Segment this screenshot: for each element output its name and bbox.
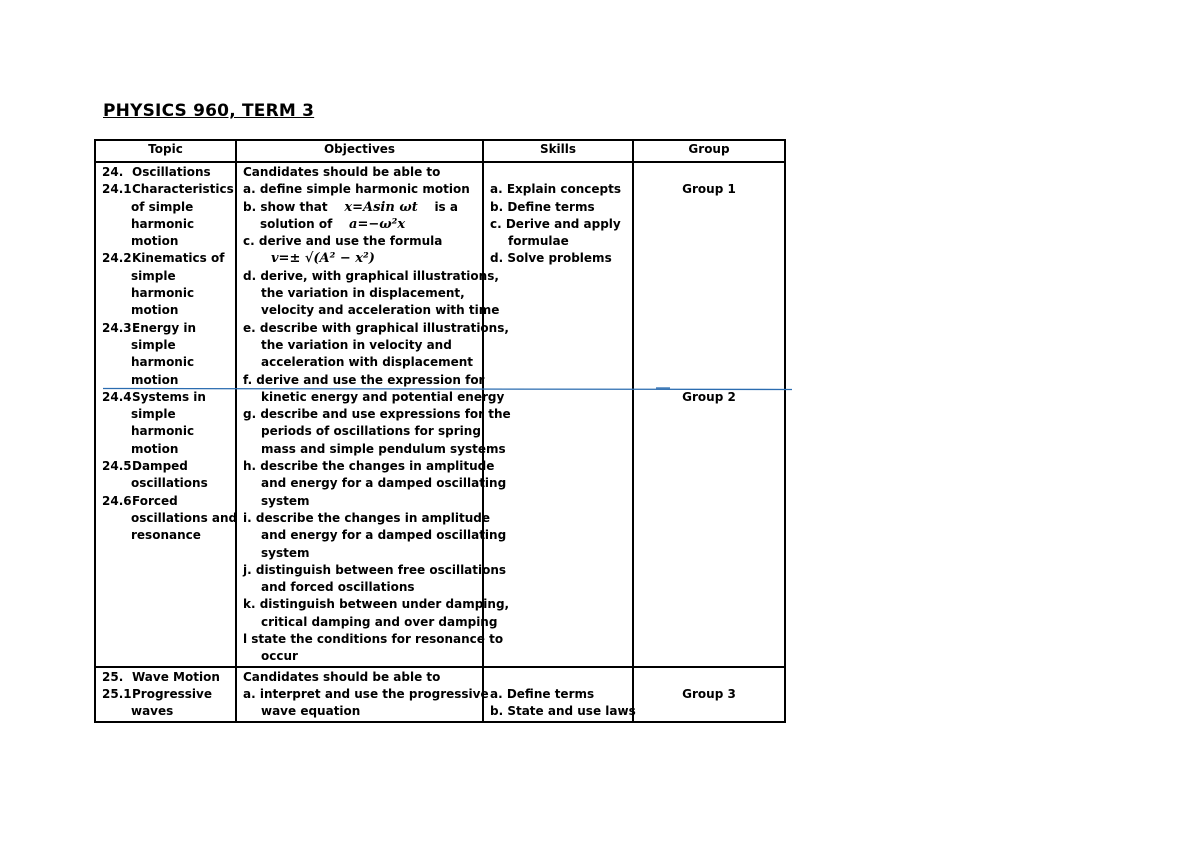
topic-number: 24.5: [102, 459, 132, 474]
topic-text: motion: [131, 372, 179, 387]
group-cell: [633, 667, 785, 722]
topic-number: 24.6: [102, 493, 132, 508]
topic-number: 24.1: [102, 182, 132, 197]
topic-text: waves: [131, 704, 174, 719]
topic-text: Damped: [132, 459, 188, 474]
topic-text: Energy in: [132, 320, 197, 335]
group-label: Group 1: [682, 182, 736, 197]
objective-line: kinetic energy and potential energy: [261, 389, 505, 404]
objective-i: [243, 510, 507, 562]
topic-heading: [102, 320, 229, 337]
topic-text: harmonic: [131, 286, 195, 301]
topic-text: resonance: [131, 528, 201, 543]
objective-line: velocity and acceleration with time: [261, 303, 500, 318]
objective-line: wave equation: [261, 704, 361, 719]
objective-line: e. describe with graphical illustrations,: [243, 320, 509, 335]
topic-text: simple: [131, 268, 176, 283]
topic-text: simple: [131, 407, 176, 422]
skills-cell: [483, 667, 636, 722]
objective-b-text: b. show that: [243, 199, 328, 214]
formula-velocity: v=± √(A² − x²): [271, 251, 375, 267]
objectives-cell: [236, 667, 489, 722]
objective-line: and energy for a damped oscillating: [261, 528, 507, 543]
objective-a: [243, 686, 489, 721]
topic-heading: [102, 250, 229, 267]
objective-f: [243, 372, 505, 407]
objectives-intro: Candidates should be able to: [243, 669, 441, 684]
skill-item: c. Derive and apply: [490, 216, 621, 231]
table-header-row: [95, 140, 785, 162]
objective-line: the variation in velocity and: [261, 337, 452, 352]
topic-text: simple: [131, 337, 176, 352]
topic-text: Kinematics of: [132, 251, 225, 266]
topic-text: of simple: [131, 199, 194, 214]
topic-text: oscillations: [131, 476, 208, 491]
topic-cell: [95, 667, 236, 722]
objective-line: h. describe the changes in amplitude: [243, 459, 495, 474]
topic-number: 24.3: [102, 320, 132, 335]
objective-b: [243, 199, 476, 216]
objective-line: acceleration with displacement: [261, 355, 474, 370]
objective-line: periods of oscillations for spring: [261, 424, 481, 439]
topic-text: motion: [131, 441, 179, 456]
topic-text: harmonic: [131, 424, 195, 439]
objective-b-text-3: solution of: [260, 216, 333, 231]
group-cell: [633, 162, 785, 667]
header-topic: Topic: [95, 140, 236, 162]
topic-text: Characteristics: [132, 182, 234, 197]
topic-number: 24.4: [102, 389, 132, 404]
objective-line: and forced oscillations: [261, 580, 415, 595]
topic-heading: [102, 669, 229, 686]
formula-a-omega: a=−ω²x: [349, 216, 406, 232]
topic-heading: [102, 389, 229, 406]
topic-text: oscillations and: [131, 510, 238, 525]
topic-number: 24.2: [102, 251, 132, 266]
table-row: [95, 667, 785, 722]
topic-number: 24.: [102, 165, 124, 179]
skill-item: formulae: [508, 234, 569, 249]
objective-b-cont: [243, 216, 476, 233]
objective-line: i. describe the changes in amplitude: [243, 510, 490, 525]
syllabus-table: [94, 139, 786, 723]
objective-b-text-2: is a: [434, 199, 458, 214]
topic-heading: [102, 686, 229, 703]
page-title: PHYSICS 960, TERM 3: [103, 101, 315, 121]
objective-line: occur: [261, 649, 298, 664]
header-skills: Skills: [483, 140, 633, 162]
objective-line: k. distinguish between under damping,: [243, 597, 510, 612]
objective-line: critical damping and over damping: [261, 614, 498, 629]
objective-j: [243, 562, 507, 597]
objective-a: a. define simple harmonic motion: [243, 182, 470, 197]
objective-c: c. derive and use the formula: [243, 234, 443, 249]
topic-heading: [102, 493, 229, 510]
topic-text: Forced: [132, 493, 178, 508]
objective-line: l state the conditions for resonance to: [243, 632, 504, 647]
group-label: Group 3: [682, 686, 736, 701]
group-label: Group 2: [682, 389, 736, 404]
objective-line: d. derive, with graphical illustrations,: [243, 268, 499, 283]
table-row: [95, 162, 785, 667]
objective-line: g. describe and use expressions for the: [243, 407, 511, 422]
objective-l: [243, 631, 504, 666]
objective-line: a. interpret and use the progressive: [243, 686, 489, 701]
topic-heading: [102, 181, 234, 198]
objective-h: [243, 458, 507, 510]
objective-e: [243, 320, 509, 372]
topic-text: harmonic: [131, 355, 195, 370]
topic-heading: [102, 458, 229, 475]
skill-item: b. State and use laws: [490, 704, 636, 719]
header-objectives: Objectives: [236, 140, 483, 162]
objective-line: and energy for a damped oscillating: [261, 476, 507, 491]
topic-text: motion: [131, 303, 179, 318]
objective-k: [243, 596, 510, 631]
objectives-intro: Candidates should be able to: [243, 165, 441, 179]
skill-item: b. Define terms: [490, 199, 595, 214]
objective-line: system: [261, 493, 310, 508]
objective-d: [243, 268, 500, 320]
topic-text: motion: [131, 234, 179, 249]
topic-number: 25.1: [102, 686, 132, 701]
topic-number: 25.: [102, 669, 124, 684]
skill-item: a. Explain concepts: [490, 182, 622, 197]
header-group: Group: [633, 140, 785, 162]
formula-x-asin: x=Asin ωt: [344, 199, 418, 215]
objectives-cell: [236, 162, 511, 667]
objective-line: f. derive and use the expression for: [243, 372, 485, 387]
objective-g: [243, 406, 511, 458]
topic-text: Progressive: [132, 686, 212, 701]
objective-line: the variation in displacement,: [261, 286, 465, 301]
topic-text: Systems in: [132, 389, 206, 404]
topic-cell: [95, 162, 236, 667]
objective-c-formula: [243, 250, 476, 267]
topic-text: Oscillations: [132, 165, 211, 179]
skill-item: a. Define terms: [490, 686, 595, 701]
objective-line: system: [261, 545, 310, 560]
objective-line: mass and simple pendulum systems: [261, 441, 506, 456]
topic-text: Wave Motion: [132, 669, 220, 684]
skill-item: d. Solve problems: [490, 251, 612, 266]
topic-heading: [102, 164, 229, 181]
topic-text: harmonic: [131, 216, 195, 231]
objective-line: j. distinguish between free oscillations: [243, 562, 507, 577]
